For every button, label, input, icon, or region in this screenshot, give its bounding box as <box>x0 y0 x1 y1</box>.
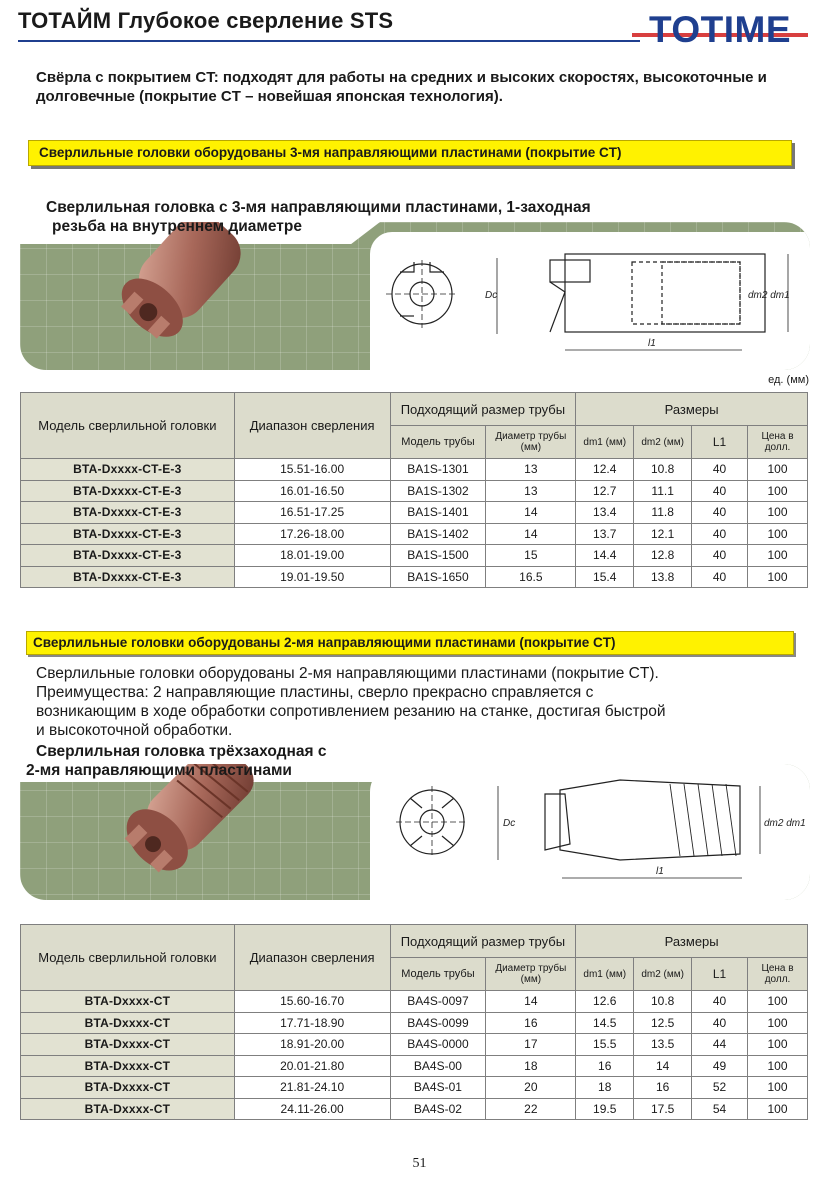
cell-pipe-dia: 16.5 <box>486 566 576 588</box>
cell-dm2: 13.5 <box>634 1034 692 1056</box>
dm-label: dm2 dm1 <box>764 818 806 829</box>
cell-l1: 40 <box>692 502 748 524</box>
cell-pipe-model: BA1S-1401 <box>390 502 486 524</box>
cell-l1: 40 <box>692 480 748 502</box>
cell-pipe-dia: 18 <box>486 1055 576 1077</box>
cell-dm1: 12.7 <box>576 480 634 502</box>
table-row <box>21 1098 808 1120</box>
cell-dm2: 10.8 <box>634 991 692 1013</box>
dc-label: Dc <box>503 818 516 829</box>
table-row <box>21 1077 808 1099</box>
cell-pipe-dia: 16 <box>486 1012 576 1034</box>
cell-pipe-model: BA1S-1302 <box>390 480 486 502</box>
cell-range: 21.81-24.10 <box>234 1077 390 1099</box>
cell-price: 100 <box>748 566 808 588</box>
cell-pipe-model: BA4S-0097 <box>390 991 486 1013</box>
logo-text: TOTIME <box>648 9 792 50</box>
col-price: Цена в долл. <box>748 426 808 459</box>
cell-model: BTA-Dxxxx-CT <box>21 1077 235 1099</box>
section1-title-line2: резьба на внутреннем диаметре <box>52 218 302 235</box>
table-row <box>21 1055 808 1077</box>
cell-range: 15.60-16.70 <box>234 991 390 1013</box>
cell-price: 100 <box>748 480 808 502</box>
section1-band: Сверлильные головки оборудованы 3-мя направляющими пластинами (покрытие CT) <box>28 140 792 166</box>
cell-dm2: 17.5 <box>634 1098 692 1120</box>
col-price: Цена в долл. <box>748 958 808 991</box>
col-dims-group: Размеры <box>576 925 808 958</box>
cell-dm2: 11.8 <box>634 502 692 524</box>
cell-model: BTA-Dxxxx-CT <box>21 1098 235 1120</box>
section1-image-panel <box>20 222 810 370</box>
cell-pipe-dia: 22 <box>486 1098 576 1120</box>
cell-price: 100 <box>748 991 808 1013</box>
cell-l1: 44 <box>692 1034 748 1056</box>
unit-note: ед. (мм) <box>768 374 809 386</box>
cell-dm2: 12.1 <box>634 523 692 545</box>
cell-dm1: 13.4 <box>576 502 634 524</box>
col-dims-group: Размеры <box>576 393 808 426</box>
cell-l1: 40 <box>692 523 748 545</box>
section1-title <box>46 198 726 236</box>
col-range: Диапазон сверления <box>234 925 390 991</box>
cell-l1: 40 <box>692 1012 748 1034</box>
col-model: Модель сверлильной головки <box>21 925 235 991</box>
cell-dm1: 16 <box>576 1055 634 1077</box>
cell-pipe-model: BA1S-1301 <box>390 459 486 481</box>
cell-model: BTA-Dxxxx-CT-E-3 <box>21 545 235 567</box>
spec-table-1-body <box>21 459 808 588</box>
section2-technical-drawing <box>370 764 810 900</box>
cell-dm2: 16 <box>634 1077 692 1099</box>
col-l1: L1 <box>692 426 748 459</box>
cell-pipe-model: BA4S-00 <box>390 1055 486 1077</box>
cell-range: 19.01-19.50 <box>234 566 390 588</box>
cell-range: 17.26-18.00 <box>234 523 390 545</box>
col-dm1: dm1 (мм) <box>576 958 634 991</box>
cell-price: 100 <box>748 1012 808 1034</box>
cell-l1: 54 <box>692 1098 748 1120</box>
spec-table-2 <box>20 924 808 1120</box>
cell-dm2: 12.8 <box>634 545 692 567</box>
cell-model: BTA-Dxxxx-CT <box>21 1012 235 1034</box>
l1-label: l1 <box>648 338 656 349</box>
cell-pipe-dia: 13 <box>486 480 576 502</box>
col-pipe-group: Подходящий размер трубы <box>390 393 576 426</box>
table-row <box>21 523 808 545</box>
cell-price: 100 <box>748 502 808 524</box>
cell-pipe-model: BA4S-0000 <box>390 1034 486 1056</box>
cell-range: 16.01-16.50 <box>234 480 390 502</box>
cell-l1: 40 <box>692 566 748 588</box>
table-row <box>21 1034 808 1056</box>
cell-dm2: 13.8 <box>634 566 692 588</box>
cell-dm1: 12.4 <box>576 459 634 481</box>
cell-model: BTA-Dxxxx-CT-E-3 <box>21 459 235 481</box>
drill-head-photo-2pad <box>20 764 370 900</box>
col-pipe-dia: Диаметр трубы (мм) <box>486 426 576 459</box>
col-l1: L1 <box>692 958 748 991</box>
cell-pipe-dia: 20 <box>486 1077 576 1099</box>
cell-dm1: 12.6 <box>576 991 634 1013</box>
col-pipe-group: Подходящий размер трубы <box>390 925 576 958</box>
cell-price: 100 <box>748 1055 808 1077</box>
title-rule <box>18 40 640 42</box>
spec-table-2-body <box>21 991 808 1120</box>
cell-model: BTA-Dxxxx-CT-E-3 <box>21 480 235 502</box>
cell-pipe-model: BA4S-0099 <box>390 1012 486 1034</box>
spec-table-1 <box>20 392 808 588</box>
section2-band: Сверлильные головки оборудованы 2-мя направляющими пластинами (покрытие CT) <box>26 631 794 655</box>
cell-dm1: 13.7 <box>576 523 634 545</box>
page-title: ТОТАЙМ Глубокое сверление STS <box>18 8 394 33</box>
cell-model: BTA-Dxxxx-CT-E-3 <box>21 502 235 524</box>
section2-body-line1: Сверлильные головки оборудованы 2-мя направляющими пластинами (покрытие CT). <box>36 665 659 682</box>
cell-pipe-model: BA1S-1402 <box>390 523 486 545</box>
cell-pipe-model: BA4S-01 <box>390 1077 486 1099</box>
cell-pipe-dia: 17 <box>486 1034 576 1056</box>
cell-range: 20.01-21.80 <box>234 1055 390 1077</box>
cell-dm1: 15.4 <box>576 566 634 588</box>
page-number: 51 <box>412 1156 427 1171</box>
cell-pipe-dia: 15 <box>486 545 576 567</box>
section1-title-line1: Сверлильная головка с 3-мя направляющими пластинами, 1-заходная <box>46 199 591 216</box>
cell-l1: 49 <box>692 1055 748 1077</box>
table-row <box>21 459 808 481</box>
cell-l1: 52 <box>692 1077 748 1099</box>
dc-label: Dc <box>485 290 498 301</box>
table-row <box>21 1012 808 1034</box>
cell-price: 100 <box>748 1034 808 1056</box>
totime-logo <box>632 10 808 50</box>
cell-pipe-dia: 14 <box>486 991 576 1013</box>
cell-price: 100 <box>748 545 808 567</box>
cell-dm1: 19.5 <box>576 1098 634 1120</box>
l1-label: l1 <box>656 866 664 877</box>
table-row <box>21 480 808 502</box>
cell-range: 16.51-17.25 <box>234 502 390 524</box>
section2-title-line2: 2-мя направляющими пластинами <box>26 762 292 779</box>
section2-description <box>36 664 816 740</box>
cell-pipe-model: BA1S-1650 <box>390 566 486 588</box>
cell-price: 100 <box>748 523 808 545</box>
cell-pipe-model: BA1S-1500 <box>390 545 486 567</box>
cell-pipe-model: BA4S-02 <box>390 1098 486 1120</box>
col-pipe-model: Модель трубы <box>390 426 486 459</box>
col-dm2: dm2 (мм) <box>634 958 692 991</box>
cell-l1: 40 <box>692 459 748 481</box>
section2-body-line3: возникающим в ходе обработки сопротивлением резанию на станке, достигая быстрой <box>36 703 666 720</box>
cell-price: 100 <box>748 1098 808 1120</box>
cell-range: 18.01-19.00 <box>234 545 390 567</box>
table-row <box>21 545 808 567</box>
drill-head-photo-3pad <box>20 222 370 370</box>
cell-dm1: 18 <box>576 1077 634 1099</box>
cell-price: 100 <box>748 459 808 481</box>
cell-model: BTA-Dxxxx-CT <box>21 1055 235 1077</box>
cell-dm2: 14 <box>634 1055 692 1077</box>
section2-body-line2: Преимущества: 2 направляющие пластины, сверло прекрасно справляется с <box>36 684 594 701</box>
col-dm1: dm1 (мм) <box>576 426 634 459</box>
cell-dm2: 12.5 <box>634 1012 692 1034</box>
cell-l1: 40 <box>692 991 748 1013</box>
cell-pipe-dia: 13 <box>486 459 576 481</box>
section2-title <box>26 742 416 780</box>
cell-model: BTA-Dxxxx-CT <box>21 1034 235 1056</box>
col-range: Диапазон сверления <box>234 393 390 459</box>
cell-price: 100 <box>748 1077 808 1099</box>
cell-dm1: 14.4 <box>576 545 634 567</box>
col-pipe-model: Модель трубы <box>390 958 486 991</box>
cell-dm1: 15.5 <box>576 1034 634 1056</box>
cell-model: BTA-Dxxxx-CT-E-3 <box>21 566 235 588</box>
table-row <box>21 566 808 588</box>
cell-l1: 40 <box>692 545 748 567</box>
cell-pipe-dia: 14 <box>486 502 576 524</box>
cell-dm1: 14.5 <box>576 1012 634 1034</box>
cell-dm2: 11.1 <box>634 480 692 502</box>
section2-image-panel <box>20 764 810 900</box>
cell-dm2: 10.8 <box>634 459 692 481</box>
table-row <box>21 502 808 524</box>
dm-label: dm2 dm1 <box>748 290 790 301</box>
col-pipe-dia: Диаметр трубы (мм) <box>486 958 576 991</box>
table-row <box>21 991 808 1013</box>
cell-range: 17.71-18.90 <box>234 1012 390 1034</box>
cell-model: BTA-Dxxxx-CT <box>21 991 235 1013</box>
intro-text: Свёрла с покрытием CT: подходят для работы на средних и высоких скоростях, высокоточные и долговечные (покрытие CT – новейшая японская технология). <box>36 69 767 105</box>
cell-range: 18.91-20.00 <box>234 1034 390 1056</box>
cell-range: 15.51-16.00 <box>234 459 390 481</box>
section1-technical-drawing <box>370 232 810 370</box>
section2-title-line1: Сверлильная головка трёхзаходная с <box>36 743 327 760</box>
cell-pipe-dia: 14 <box>486 523 576 545</box>
col-model: Модель сверлильной головки <box>21 393 235 459</box>
col-dm2: dm2 (мм) <box>634 426 692 459</box>
cell-model: BTA-Dxxxx-CT-E-3 <box>21 523 235 545</box>
section2-body-line4: и высокоточной обработки. <box>36 722 233 739</box>
cell-range: 24.11-26.00 <box>234 1098 390 1120</box>
